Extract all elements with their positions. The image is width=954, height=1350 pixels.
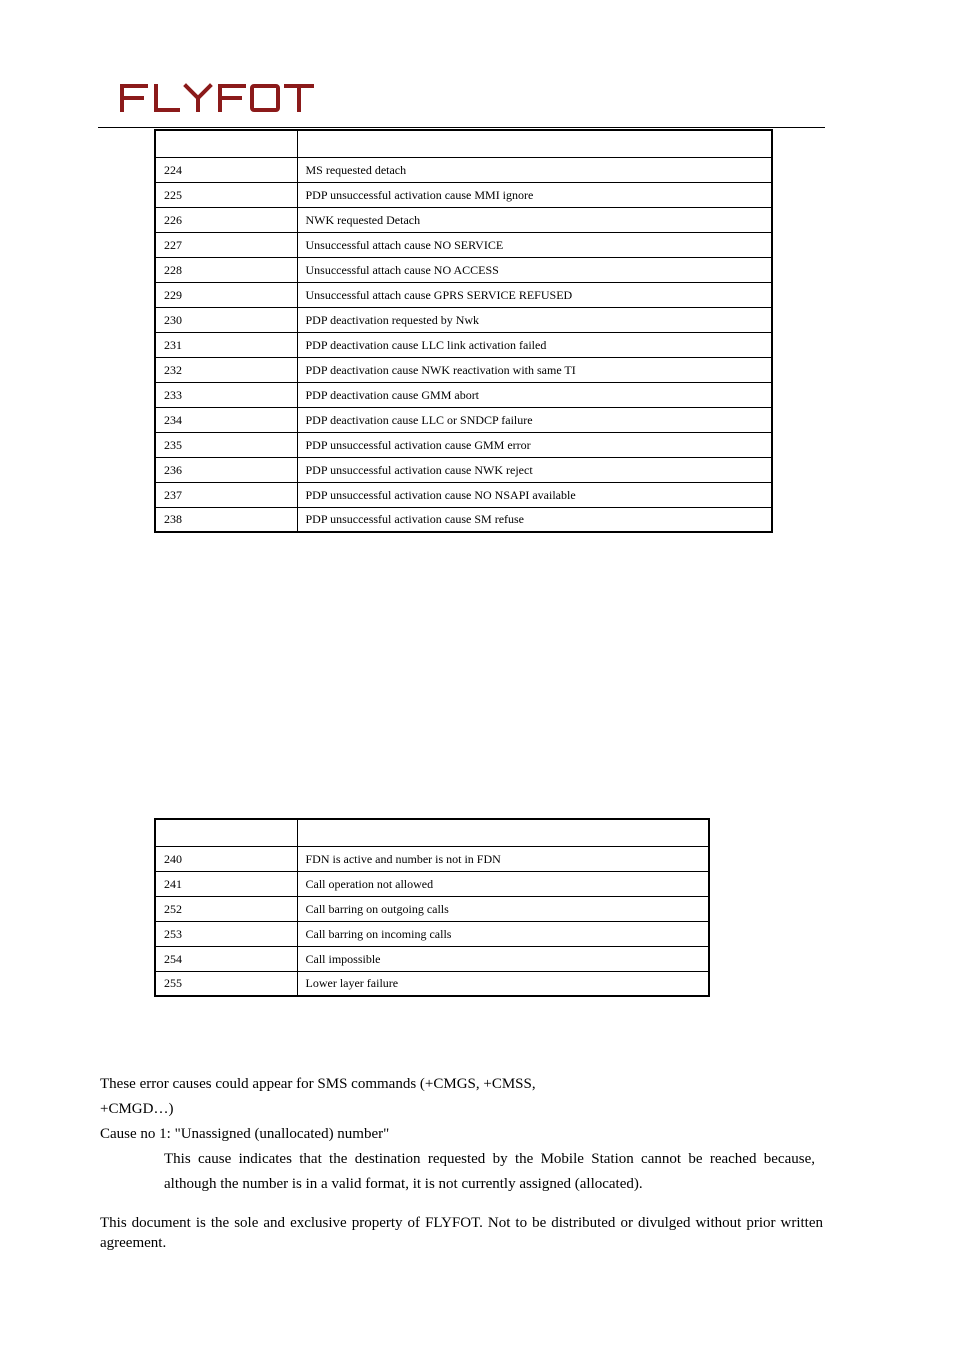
error-code-cell: 234 xyxy=(155,407,297,432)
error-description-cell: PDP unsuccessful activation cause NO NSAPI available xyxy=(297,482,772,507)
table-header-row xyxy=(155,130,772,157)
table-row xyxy=(155,182,772,207)
table-row xyxy=(155,457,772,482)
error-code-cell: 228 xyxy=(155,257,297,282)
error-code-cell: 237 xyxy=(155,482,297,507)
error-code-cell: 235 xyxy=(155,432,297,457)
table-row xyxy=(155,507,772,532)
error-code-cell: 236 xyxy=(155,457,297,482)
error-description-cell: Call barring on outgoing calls xyxy=(297,896,709,921)
table-header-row xyxy=(155,819,709,846)
table-row xyxy=(155,921,709,946)
error-code-cell: 231 xyxy=(155,332,297,357)
table-row xyxy=(155,232,772,257)
error-description-cell: PDP unsuccessful activation cause GMM error xyxy=(297,432,772,457)
error-code-table-2 xyxy=(154,818,710,997)
error-code-cell: 252 xyxy=(155,896,297,921)
error-description-cell: PDP unsuccessful activation cause NWK reject xyxy=(297,457,772,482)
header-divider xyxy=(98,127,825,128)
table-row xyxy=(155,432,772,457)
error-code-cell: 241 xyxy=(155,871,297,896)
error-code-cell: 255 xyxy=(155,971,297,996)
error-code-cell: 254 xyxy=(155,946,297,971)
header-cell-description xyxy=(297,819,709,846)
error-description-cell: Call barring on incoming calls xyxy=(297,921,709,946)
cause-title: Cause no 1: "Unassigned (unallocated) number" xyxy=(100,1126,390,1142)
error-description-cell: PDP deactivation cause LLC link activation failed xyxy=(297,332,772,357)
table-row xyxy=(155,157,772,182)
header-cell-code xyxy=(155,819,297,846)
flyfot-logo xyxy=(118,80,318,114)
error-description-cell: MS requested detach xyxy=(297,157,772,182)
error-description-cell: Unsuccessful attach cause NO ACCESS xyxy=(297,257,772,282)
sms-intro-line-1: These error causes could appear for SMS commands (+CMGS, +CMSS, xyxy=(100,1076,536,1092)
table-row xyxy=(155,207,772,232)
table-row xyxy=(155,332,772,357)
cause-description: This cause indicates that the destination requested by the Mobile Station cannot be reached because, although the number is in a valid format, it is not currently assigned (allocated). xyxy=(164,1151,815,1192)
error-description-cell: Unsuccessful attach cause NO SERVICE xyxy=(297,232,772,257)
footer-disclaimer: This document is the sole and exclusive property of FLYFOT. Not to be distributed or divulged without prior written agreement. xyxy=(100,1215,823,1251)
error-code-cell: 226 xyxy=(155,207,297,232)
logo-wordmark xyxy=(118,80,318,114)
error-description-cell: Call impossible xyxy=(297,946,709,971)
error-description-cell: PDP unsuccessful activation cause MMI ignore xyxy=(297,182,772,207)
error-code-table-1 xyxy=(154,129,773,533)
error-code-cell: 232 xyxy=(155,357,297,382)
error-code-cell: 227 xyxy=(155,232,297,257)
error-description-cell: PDP deactivation cause GMM abort xyxy=(297,382,772,407)
table-row xyxy=(155,946,709,971)
error-description-cell: FDN is active and number is not in FDN xyxy=(297,846,709,871)
error-code-cell: 253 xyxy=(155,921,297,946)
error-description-cell: PDP deactivation cause LLC or SNDCP failure xyxy=(297,407,772,432)
error-code-cell: 240 xyxy=(155,846,297,871)
error-description-cell: Lower layer failure xyxy=(297,971,709,996)
table-row xyxy=(155,357,772,382)
table-row xyxy=(155,482,772,507)
table-row xyxy=(155,282,772,307)
error-description-cell: Unsuccessful attach cause GPRS SERVICE REFUSED xyxy=(297,282,772,307)
header-cell-description xyxy=(297,130,772,157)
error-description-cell: PDP deactivation requested by Nwk xyxy=(297,307,772,332)
error-code-cell: 230 xyxy=(155,307,297,332)
error-code-cell: 229 xyxy=(155,282,297,307)
table-row xyxy=(155,407,772,432)
error-description-cell: PDP deactivation cause NWK reactivation with same TI xyxy=(297,357,772,382)
error-code-cell: 233 xyxy=(155,382,297,407)
table-row xyxy=(155,971,709,996)
table-row xyxy=(155,896,709,921)
error-description-cell: PDP unsuccessful activation cause SM refuse xyxy=(297,507,772,532)
header-cell-code xyxy=(155,130,297,157)
error-description-cell: Call operation not allowed xyxy=(297,871,709,896)
table-row xyxy=(155,871,709,896)
error-code-cell: 225 xyxy=(155,182,297,207)
table-row xyxy=(155,307,772,332)
error-code-cell: 238 xyxy=(155,507,297,532)
error-description-cell: NWK requested Detach xyxy=(297,207,772,232)
table-row xyxy=(155,257,772,282)
sms-intro-line-2: +CMGD…) xyxy=(100,1101,174,1117)
table-row xyxy=(155,846,709,871)
table-row xyxy=(155,382,772,407)
error-code-cell: 224 xyxy=(155,157,297,182)
